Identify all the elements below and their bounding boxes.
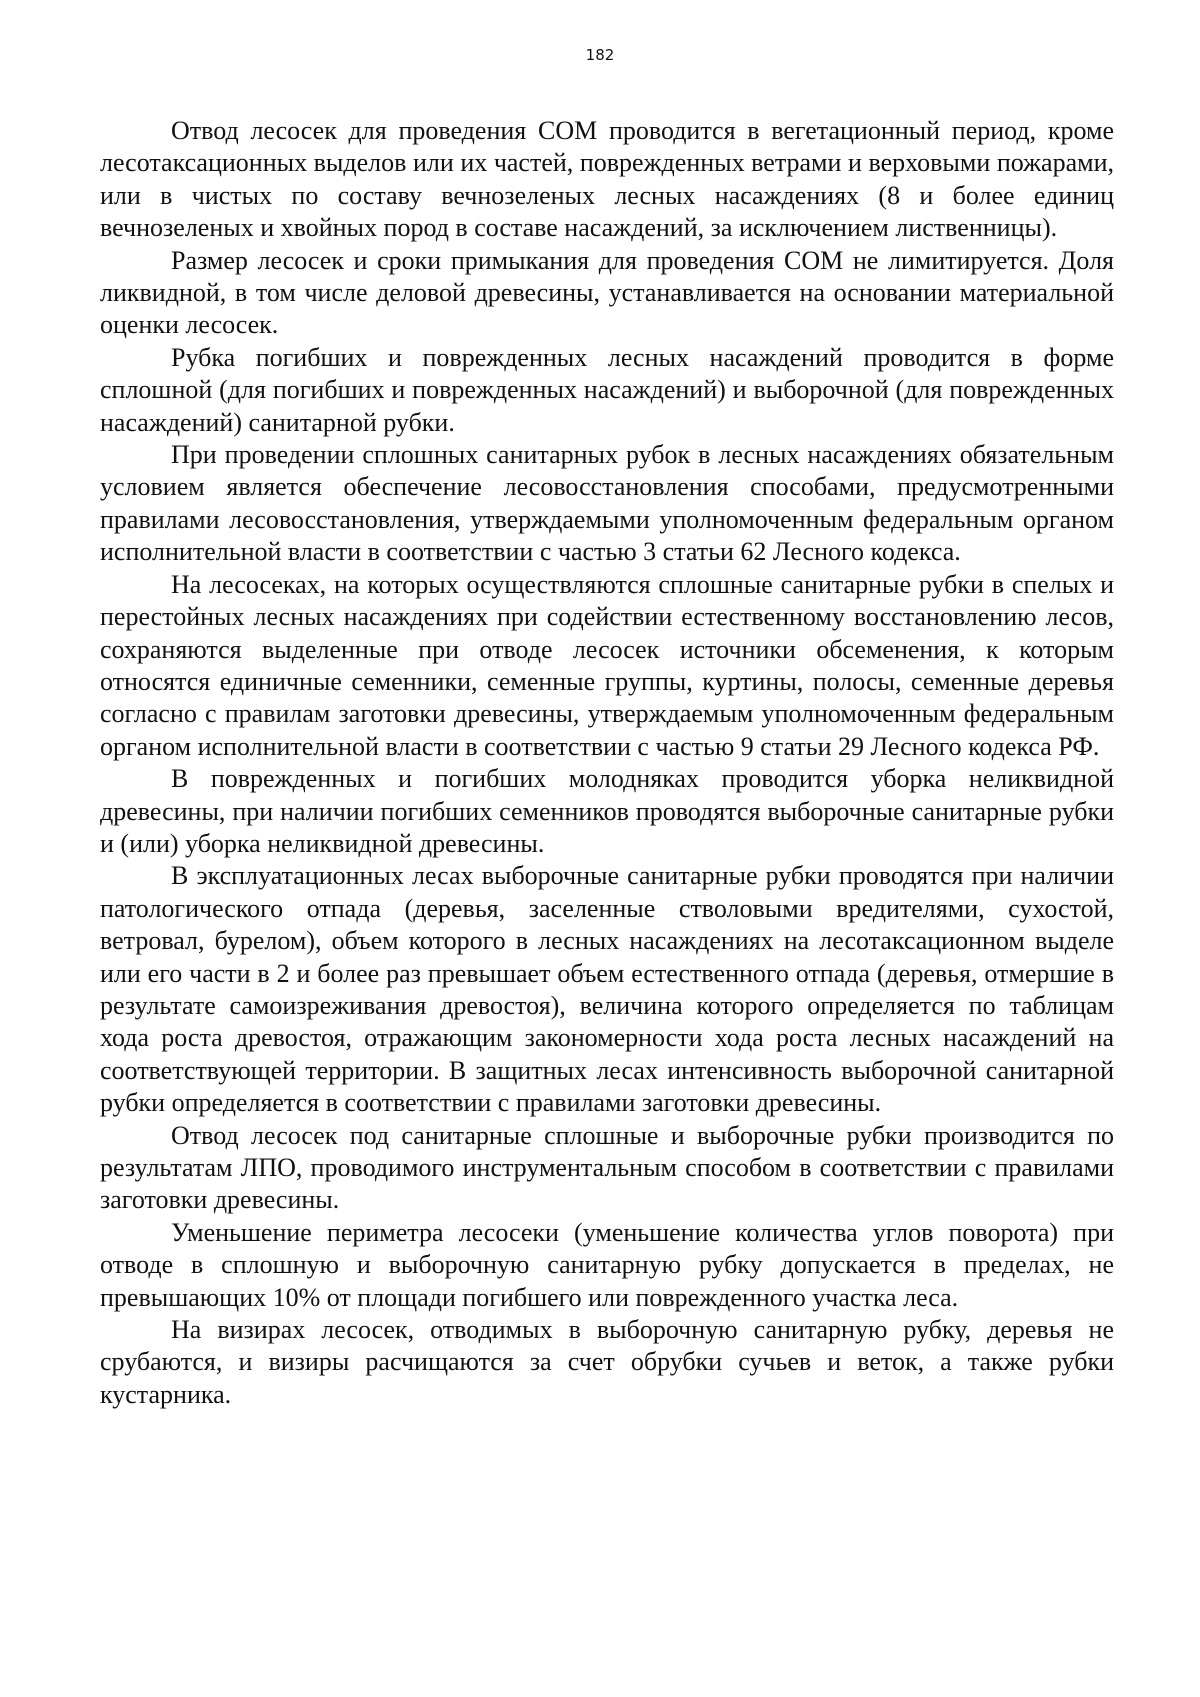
paragraph-6: В поврежденных и погибших молодняках проводится уборка неликвидной древесины, при наличии погибших семенников проводятся выборочные санитарные рубки и (или) уборка неликвидной древесины. bbox=[100, 764, 1114, 858]
paragraph-9: Уменьшение периметра лесосеки (уменьшение количества углов поворота) при отводе в сплошную и выборочную санитарную рубку допускается в пределах, не превышающих 10% от площади погибшего или поврежденного участка леса. bbox=[100, 1217, 1114, 1312]
paragraph-10: На визирах лесосек, отводимых в выборочную санитарную рубку, деревья не срубаются, и визиры расчищаются за счет обрубки сучьев и веток, а также рубки кустарника. bbox=[100, 1315, 1114, 1409]
paragraph-8: Отвод лесосек под санитарные сплошные и выборочные рубки производится по результатам ЛПО, проводимого инструментальным способом в соответствии с правилами заготовки древесины. bbox=[100, 1120, 1114, 1215]
paragraph-3: Рубка погибших и поврежденных лесных насаждений проводится в форме сплошной (для погибших и поврежденных насаждений) и выборочной (для поврежденных насаждений) санитарной рубки. bbox=[100, 342, 1114, 437]
paragraph-7: В эксплуатационных лесах выборочные санитарные рубки проводятся при наличии патологического отпада (деревья, заселенные стволовыми вредителями, сухостой, ветровал, бурелом), объем которого в лесных насаждениях на лесотаксационном выделе или его части в 2 и более раз превышает объем естественного отпада (деревья, отмершие в результате самоизреживания древостоя), величина которого определяется по таблицам хода роста древостоя, отражающим закономерности хода роста лесных насаждений на соответствующей территории. В защитных лесах интенсивность выборочной санитарной рубки определяется в соответствии с правилами заготовки древесины. bbox=[100, 861, 1114, 1118]
paragraph-2: Размер лесосек и сроки примыкания для проведения СОМ не лимитируется. Доля ликвидной, в том числе деловой древесины, устанавливается на основании материальной оценки лесосек. bbox=[100, 245, 1114, 340]
paragraph-5: На лесосеках, на которых осуществляются сплошные санитарные рубки в спелых и перестойных лесных насаждениях при содействии естественному восстановлению лесов, сохраняются выделенные при отводе лесосек источники обсеменения, к которым относятся единичные семенники, семенные группы, куртины, полосы, семенные деревья согласно с правилам заготовки древесины, утверждаемым уполномоченным федеральным органом исполнительной власти в соответствии с частью 9 статьи 29 Лесного кодекса РФ. bbox=[100, 569, 1114, 761]
paragraph-1: Отвод лесосек для проведения СОМ проводится в вегетационный период, кроме лесотаксационных выделов или их частей, поврежденных ветрами и верховыми пожарами, или в чистых по составу вечнозеленых лесных насаждениях (8 и более единиц вечнозеленых и хвойных пород в составе насаждений, за исключением лиственницы). bbox=[100, 116, 1114, 243]
paragraph-4: При проведении сплошных санитарных рубок в лесных насаждениях обязательным условием является обеспечение лесовосстановления способами, предусмотренными правилами лесовосстановления, утверждаемыми уполномоченным федеральным органом исполнительной власти в соответствии с частью 3 статьи 62 Лесного кодекса. bbox=[100, 440, 1114, 567]
document-body bbox=[100, 115, 1114, 1411]
page-number: 182 bbox=[585, 46, 615, 64]
